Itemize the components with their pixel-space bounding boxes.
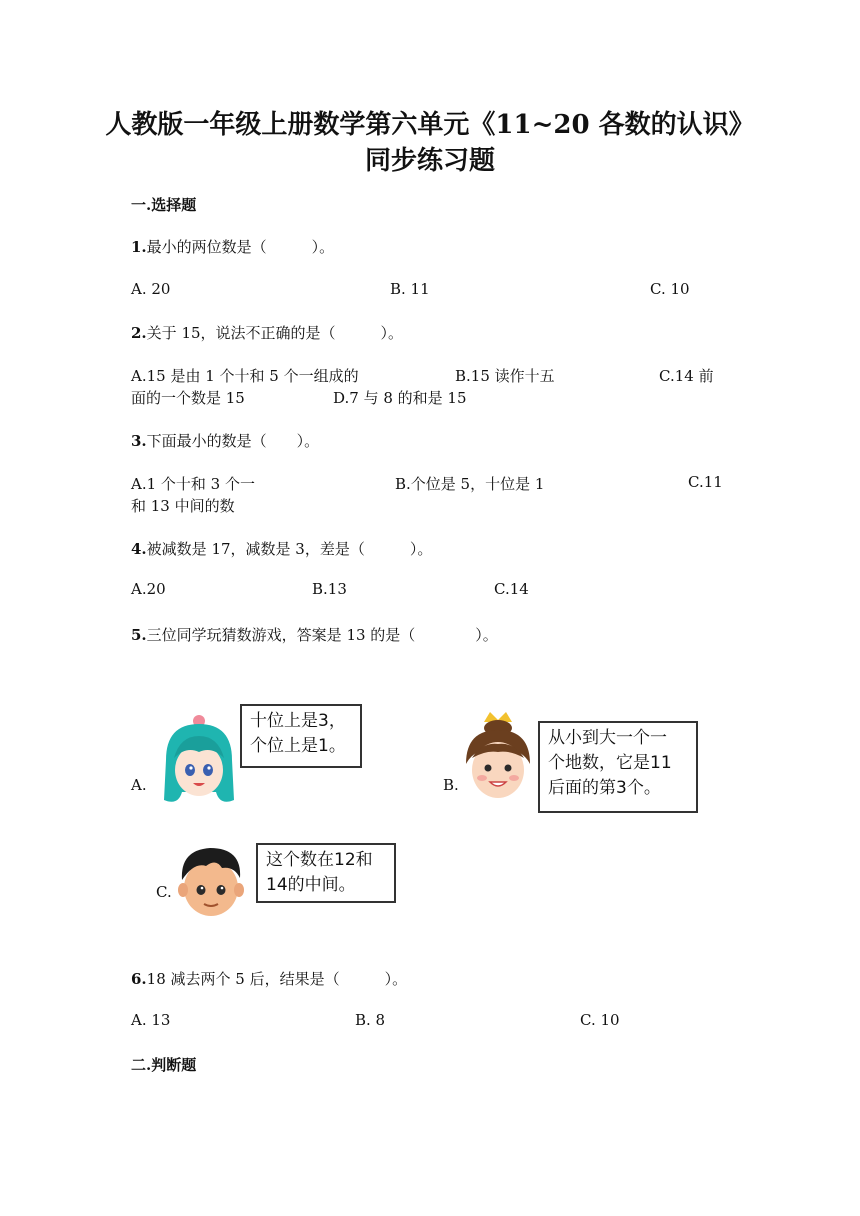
q1-option-c[interactable]: C. 10 [650, 280, 690, 298]
question-6 [131, 968, 407, 989]
bubble-a-line: 个位上是1。 [250, 736, 346, 756]
q2-option-d[interactable]: D.7 与 8 的和是 15 [333, 389, 467, 407]
q5-option-c[interactable]: C. [156, 883, 172, 901]
question-number: 3. [131, 432, 147, 450]
question-5 [131, 624, 498, 645]
section-heading-judge: 二.判断题 [131, 1056, 197, 1074]
q2-option-b[interactable]: B.15 读作十五 [455, 367, 555, 385]
question-text: 下面最小的数是（ ）。 [146, 432, 320, 450]
q4-option-b[interactable]: B.13 [312, 580, 347, 598]
question-2 [131, 322, 403, 343]
question-1 [131, 236, 334, 257]
question-number: 2. [131, 324, 147, 342]
page-title-line1: 人教版一年级上册数学第六单元《11~20 各数的认识》 [105, 110, 755, 140]
q1-option-a[interactable]: A. 20 [131, 280, 171, 298]
q6-option-a[interactable]: A. 13 [131, 1011, 171, 1029]
bubble-b-line: 个地数，它是11 [548, 753, 672, 773]
speech-bubble-a [240, 704, 362, 768]
question-number: 6. [131, 970, 147, 988]
bubble-b-line: 从小到大一个一 [548, 728, 667, 748]
boy-black-hair-icon [176, 844, 246, 920]
question-3 [131, 430, 319, 451]
section-heading-choice: 一.选择题 [131, 196, 197, 214]
q5-option-a[interactable]: A. [131, 776, 147, 794]
q6-option-b[interactable]: B. 8 [355, 1011, 386, 1029]
speech-bubble-c [256, 843, 396, 903]
q6-option-c[interactable]: C. 10 [580, 1011, 620, 1029]
q3-option-c-cont: 和 13 中间的数 [131, 497, 235, 515]
question-number: 4. [131, 540, 147, 558]
q2-option-c[interactable]: C.14 前 [659, 367, 714, 385]
bubble-c-line: 14的中间。 [266, 875, 356, 895]
q2-option-c-cont: 面的一个数是 15 [131, 389, 245, 407]
speech-bubble-b [538, 721, 698, 813]
question-text: 关于 15，说法不正确的是（ ）。 [146, 324, 404, 342]
question-text: 三位同学玩猜数游戏，答案是 13 的是（ ）。 [146, 626, 498, 644]
q1-option-b[interactable]: B. 11 [390, 280, 430, 298]
question-text: 最小的两位数是（ ）。 [146, 238, 335, 256]
question-number: 1. [131, 238, 147, 256]
q4-option-c[interactable]: C.14 [494, 580, 529, 598]
question-number: 5. [131, 626, 147, 644]
bubble-b-line: 后面的第3个。 [548, 778, 661, 798]
page-title-line2: 同步练习题 [364, 146, 495, 176]
q3-option-c[interactable]: C.11 [688, 473, 723, 491]
q4-option-a[interactable]: A.20 [131, 580, 166, 598]
q5-option-b[interactable]: B. [443, 776, 459, 794]
bubble-a-line: 十位上是3， [250, 711, 346, 731]
q2-option-a[interactable]: A.15 是由 1 个十和 5 个一组成的 [131, 367, 359, 385]
question-text: 被减数是 17，减数是 3，差是（ ）。 [146, 540, 433, 558]
girl-crown-icon [462, 708, 534, 804]
bubble-c-line: 这个数在12和 [266, 850, 373, 870]
question-4 [131, 538, 432, 559]
q3-option-a[interactable]: A.1 个十和 3 个一 [131, 475, 255, 493]
question-text: 18 减去两个 5 后，结果是（ ）。 [146, 970, 408, 988]
girl-teal-hair-icon [160, 712, 238, 808]
q3-option-b[interactable]: B.个位是 5，十位是 1 [395, 475, 545, 493]
